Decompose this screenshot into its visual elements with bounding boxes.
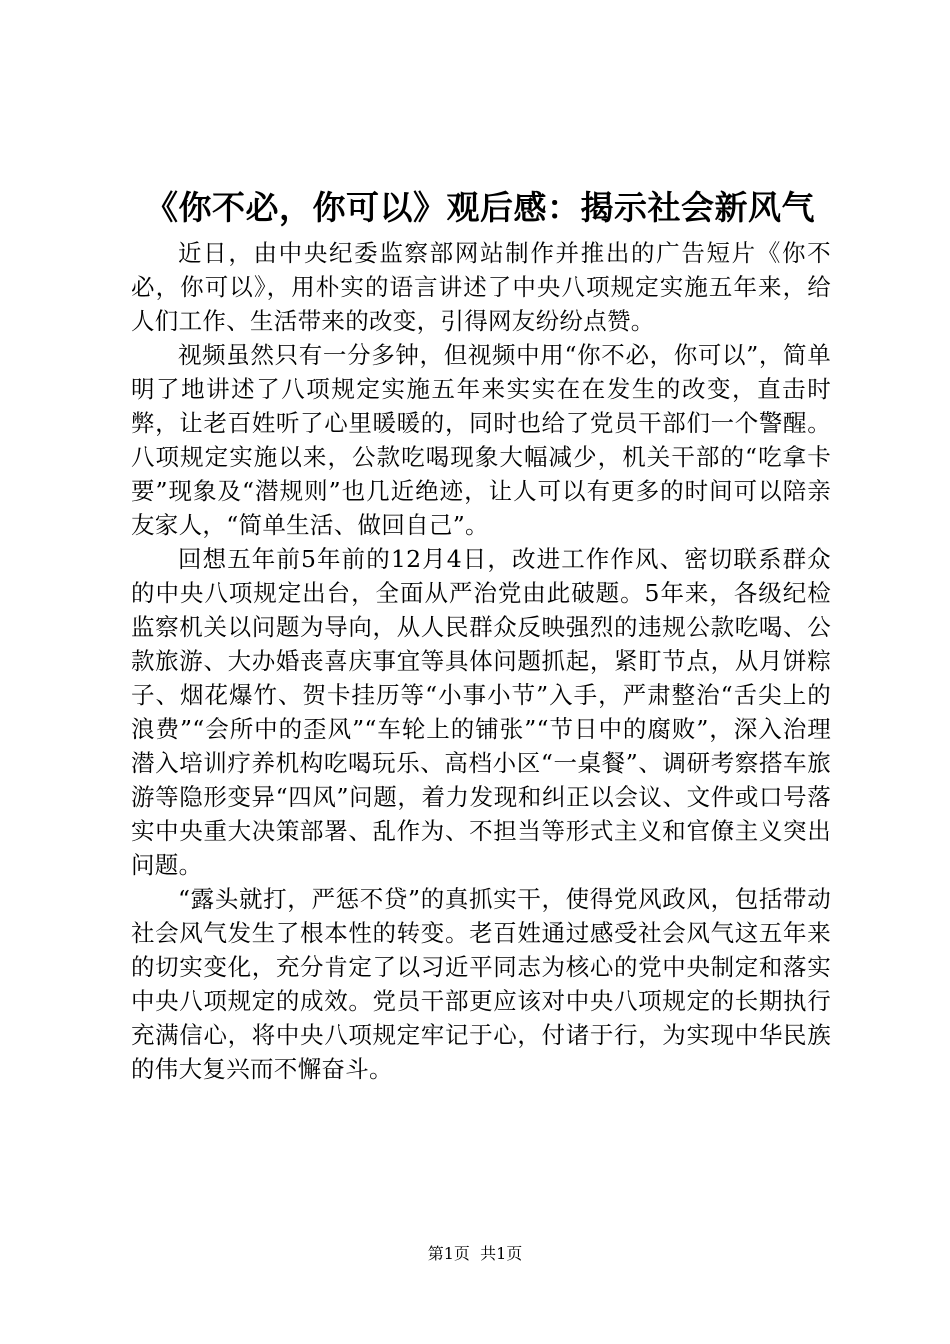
paragraph: 近日，由中央纪委监察部网站制作并推出的广告短片《你不必，你可以》，用朴实的语言讲述了中央八项规定实施五年来，给人们工作、生活带来的改变，引得网友纷纷点赞。 [131,239,831,335]
page-footer [0,1243,950,1265]
paragraph: 视频虽然只有一分多钟，但视频中用“你不必，你可以”，简单明了地讲述了八项规定实施五年来实实在在发生的改变，直击时弊，让老百姓听了心里暖暖的，同时也给了党员干部们一个警醒。八项规定实施以来，公款吃喝现象大幅减少，机关干部的“吃拿卡要”现象及“潜规则”也几近绝迹，让人可以有更多的时间可以陪亲友家人，“简单生活、做回自己”。 [131,341,831,539]
paragraph: “露头就打，严惩不贷”的真抓实干，使得党风政风，包括带动社会风气发生了根本性的转变。老百姓通过感受社会风气这五年来的切实变化，充分肯定了以习近平同志为核心的党中央制定和落实中央八项规定的成效。党员干部更应该对中央八项规定的长期执行充满信心，将中央八项规定牢记于心，付诸于行，为实现中华民族的伟大复兴而不懈奋斗。 [131,885,831,1083]
document-title: 《你不必，你可以》观后感：揭示社会新风气 [145,188,815,227]
page-total: 共1页 [480,1244,523,1263]
page-number: 第1页 [427,1244,470,1263]
document-body [131,236,831,1086]
paragraph: 回想五年前5年前的12月4日，改进工作作风、密切联系群众的中央八项规定出台，全面从严治党由此破题。5年来，各级纪检监察机关以问题为导向，从人民群众反映强烈的违规公款吃喝、公款旅游、大办婚丧喜庆事宜等具体问题抓起，紧盯节点，从月饼粽子、烟花爆竹、贺卡挂历等“小事小节”入手，严肃整治“舌尖上的浪费”“会所中的歪风”“车轮上的铺张”“节日中的腐败”，深入治理潜入培训疗养机构吃喝玩乐、高档小区“一桌餐”、调研考察搭车旅游等隐形变异“四风”问题，着力发现和纠正以会议、文件或口号落实中央重大决策部署、乱作为、不担当等形式主义和官僚主义突出问题。 [131,545,831,879]
